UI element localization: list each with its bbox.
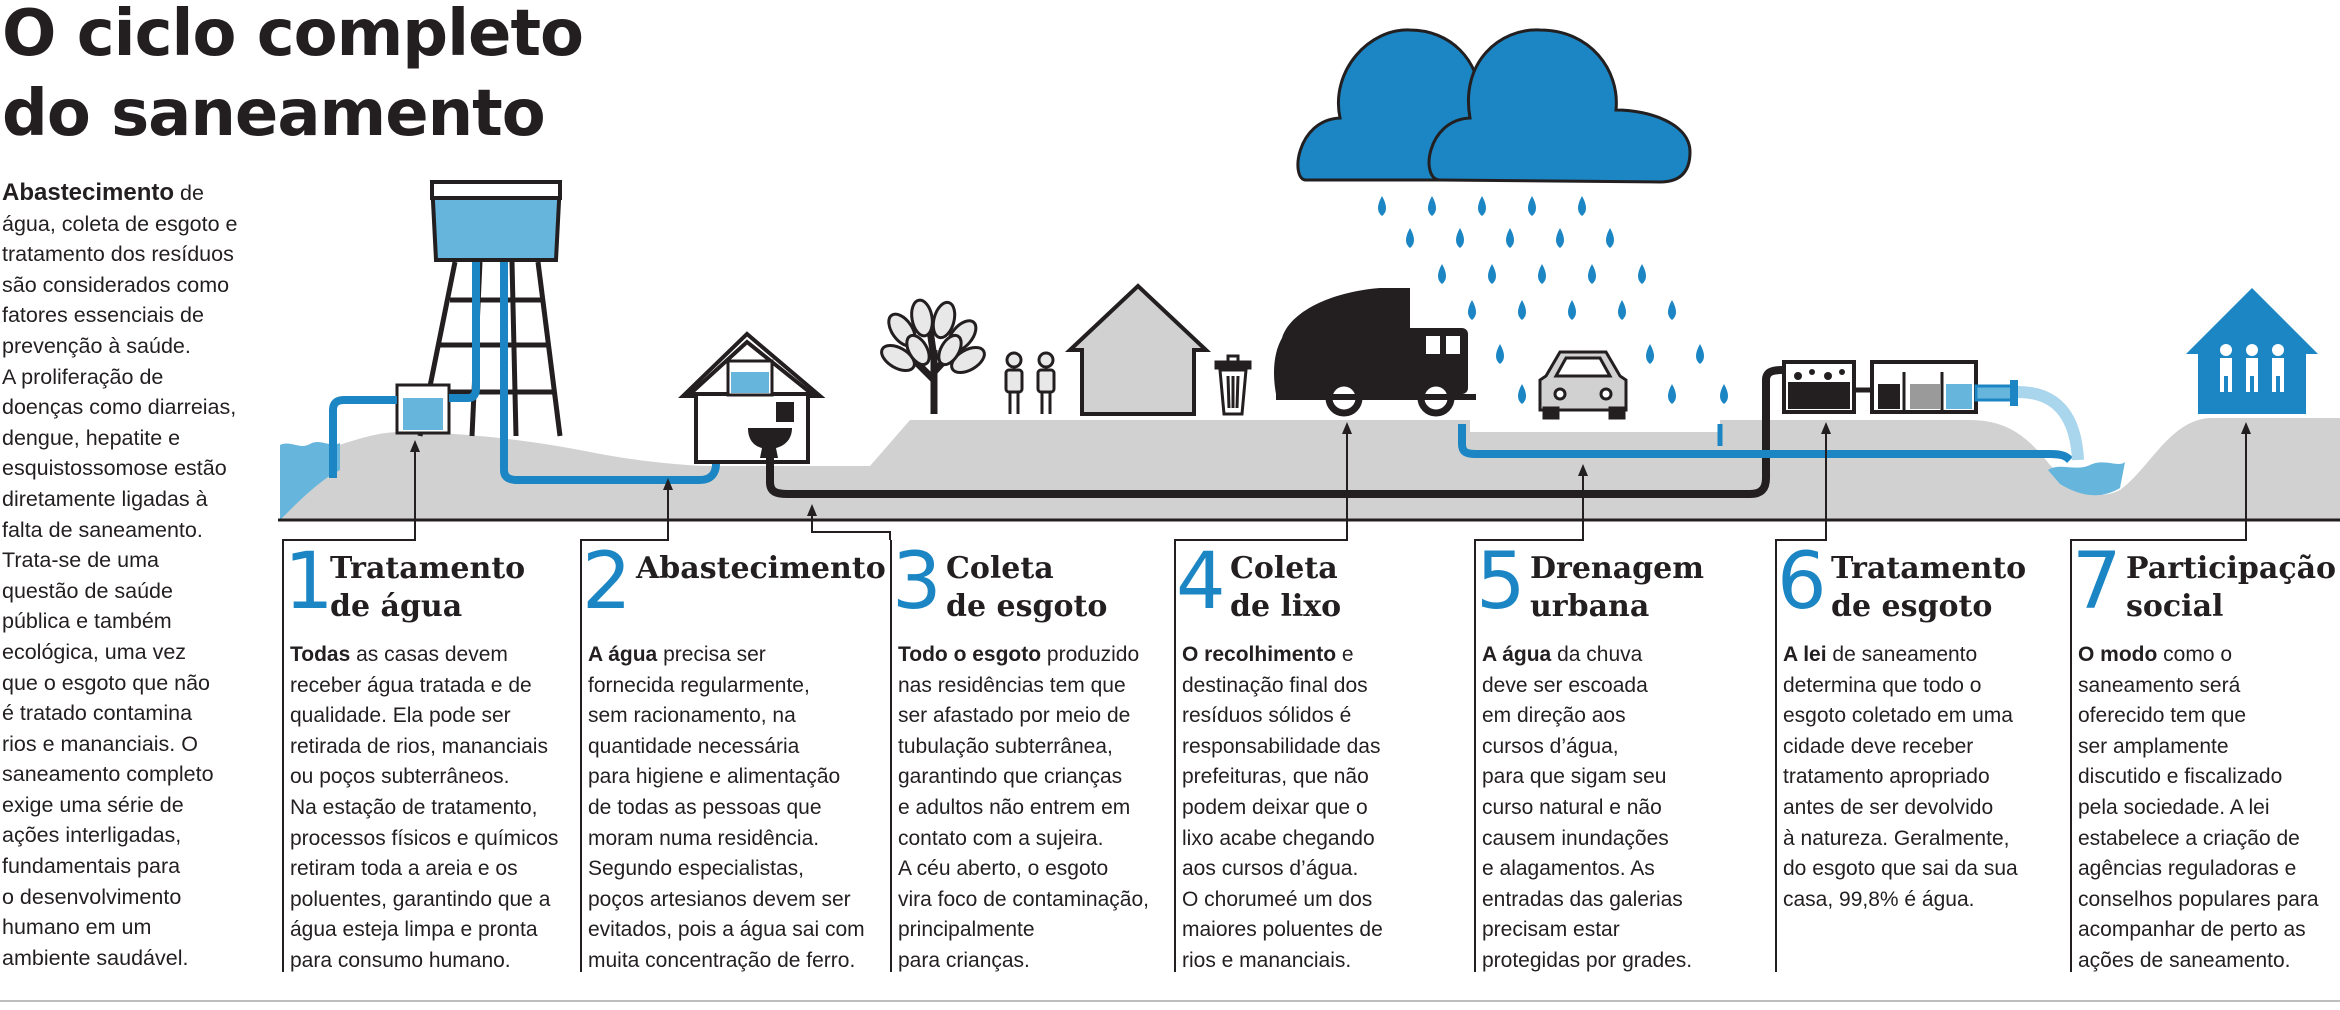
step-line: água esteja limpa e pronta — [290, 918, 538, 942]
title-line-2: do saneamento — [2, 77, 545, 151]
intro-line: falta de saneamento. — [2, 517, 203, 542]
step-title-line: Coleta — [1230, 551, 1338, 586]
step-line: responsabilidade das — [1182, 734, 1381, 758]
step-number: 7 — [2072, 537, 2122, 627]
step-line: protegidas por grades. — [1482, 948, 1693, 972]
step-line: e — [1336, 643, 1354, 666]
step-line: cursos d’água, — [1482, 734, 1619, 758]
tree-icon — [877, 299, 988, 414]
step-line: as casas devem — [350, 643, 508, 666]
step-title-line: de lixo — [1230, 589, 1342, 624]
step-line: e alagamentos. As — [1482, 857, 1655, 881]
step-text — [1482, 640, 1692, 977]
intro-line: questão de saúde — [2, 578, 173, 603]
step-title-line: Abastecimento — [636, 551, 886, 586]
step-line: da chuva — [1551, 643, 1643, 666]
step-line: de saneamento — [1826, 643, 1978, 666]
intro-line: de — [174, 181, 204, 205]
intro-line: rios e mananciais. O — [2, 731, 198, 756]
step-line: poluentes, garantindo que a — [290, 887, 551, 911]
step-title — [330, 550, 525, 626]
intro-line: A proliferação de — [2, 364, 164, 389]
step-line: oferecido tem que — [2078, 704, 2247, 728]
step-line: sem racionamento, na — [588, 704, 796, 728]
step-line: para que sigam seu — [1482, 765, 1667, 789]
step-title-line: social — [2126, 589, 2224, 624]
step-line: contato com a sujeira. — [898, 826, 1104, 850]
community-house-icon — [2186, 288, 2318, 414]
step-line: casa, 99,8% é água. — [1783, 887, 1975, 911]
intro-line: esquistossomose estão — [2, 456, 227, 481]
step-title-line: Drenagem — [1530, 551, 1704, 586]
step-line: esgoto coletado em uma — [1783, 704, 2013, 728]
step-line: fornecida regularmente, — [588, 673, 810, 697]
step-number: 3 — [892, 537, 942, 627]
garbage-truck-icon — [1274, 288, 1476, 413]
step-line: deve ser escoada — [1482, 673, 1648, 697]
intro-line: doenças como diarreias, — [2, 395, 237, 420]
step-line: retiram toda a areia e os — [290, 857, 518, 881]
house-icon — [683, 334, 820, 462]
step-1 — [282, 537, 580, 972]
step-5 — [1474, 537, 1772, 972]
step-line: ações de saneamento. — [2078, 948, 2291, 972]
step-line: determina que todo o — [1783, 673, 1982, 697]
step-line: em direção aos — [1482, 704, 1626, 728]
step-line: podem deixar que o — [1182, 795, 1368, 819]
step-line: Segundo especialistas, — [588, 857, 804, 881]
step-line: A céu aberto, o esgoto — [898, 857, 1109, 881]
step-line: tubulação subterrânea, — [898, 734, 1113, 758]
step-line: receber água tratada e de — [290, 673, 532, 697]
step-2 — [580, 537, 886, 972]
intro-line: ecológica, uma vez — [2, 639, 187, 664]
step-title — [1530, 550, 1704, 626]
step-title-line: de esgoto — [946, 589, 1108, 624]
intro-line: ambiente saudável. — [2, 945, 189, 970]
step-line: produzido — [1041, 643, 1140, 666]
step-line: rios e mananciais. — [1182, 948, 1352, 972]
people-icon — [1006, 353, 1054, 414]
step-title — [2126, 550, 2336, 626]
step-line: qualidade. Ela pode ser — [290, 704, 511, 728]
step-line: Na estação de tratamento, — [290, 795, 538, 819]
step-line: precisam estar — [1482, 918, 1620, 942]
step-3 — [890, 537, 1178, 972]
step-lead: A água — [1482, 643, 1552, 666]
step-text — [588, 640, 865, 977]
step-line: ou poços subterrâneos. — [290, 765, 510, 789]
step-line: destinação final dos — [1182, 673, 1368, 697]
intro-line: pública e também — [2, 609, 172, 634]
step-title-line: urbana — [1530, 589, 1650, 624]
step-title-line: de água — [330, 589, 463, 624]
intro-line: saneamento completo — [2, 762, 214, 787]
car-icon — [1540, 352, 1626, 418]
step-line: evitados, pois a água sai com — [588, 918, 865, 942]
step-title-line: de esgoto — [1831, 589, 1993, 624]
step-title — [946, 550, 1107, 626]
step-text — [1182, 640, 1383, 977]
intro-line: dengue, hepatite e — [2, 425, 181, 450]
house-outline-icon — [1070, 286, 1206, 414]
intro-line: humano em um — [2, 915, 152, 940]
step-line: acompanhar de perto as — [2078, 918, 2306, 942]
step-text — [290, 640, 558, 977]
step-number: 5 — [1476, 537, 1526, 627]
step-line: O chorumeé um dos — [1182, 887, 1373, 911]
step-lead: Todas — [290, 643, 351, 666]
intro-line: diretamente ligadas à — [2, 486, 208, 511]
intro-line: água, coleta de esgoto e — [2, 211, 238, 236]
step-line: prefeituras, que não — [1182, 765, 1369, 789]
step-line: moram numa residência. — [588, 826, 820, 850]
step-text — [2078, 640, 2319, 977]
step-line: cidade deve receber — [1783, 734, 1974, 758]
step-title — [1230, 550, 1341, 626]
intro-line: prevenção à saúde. — [2, 333, 191, 358]
step-line: muita concentração de ferro. — [588, 948, 856, 972]
step-line: discutido e fiscalizado — [2078, 765, 2283, 789]
step-title — [1831, 550, 2026, 626]
step-line: poços artesianos devem ser — [588, 887, 851, 911]
bottom-divider — [0, 1000, 2340, 1002]
step-line: estabelece a criação de — [2078, 826, 2300, 850]
step-line: curso natural e não — [1482, 795, 1662, 819]
step-line: tratamento apropriado — [1783, 765, 1990, 789]
ground — [280, 418, 2340, 520]
step-title-line: Tratamento — [330, 551, 526, 586]
step-line: quantidade necessária — [588, 734, 800, 758]
step-line: e adultos não entrem em — [898, 795, 1131, 819]
intro-line: exige uma série de — [2, 792, 184, 817]
step-line: lixo acabe chegando — [1182, 826, 1375, 850]
step-line: causem inundações — [1482, 826, 1669, 850]
step-line: saneamento será — [2078, 673, 2241, 697]
step-text — [898, 640, 1149, 977]
intro-line: é tratado contamina — [2, 701, 193, 726]
step-line: antes de ser devolvido — [1783, 795, 1994, 819]
step-number: 6 — [1777, 537, 1827, 627]
step-line: precisa ser — [657, 643, 766, 666]
step-4 — [1174, 537, 1472, 972]
step-line: conselhos populares para — [2078, 887, 2319, 911]
step-lead: Todo o esgoto — [898, 643, 1042, 666]
step-line: à natureza. Geralmente, — [1783, 826, 2010, 850]
intro-line: tratamento dos resíduos — [2, 242, 234, 267]
step-title-line: Coleta — [946, 551, 1054, 586]
step-lead: A lei — [1783, 643, 1827, 666]
step-line: aos cursos d’água. — [1182, 857, 1359, 881]
intro-line: o desenvolvimento — [2, 884, 182, 909]
step-title — [636, 550, 886, 588]
step-line: principalmente — [898, 918, 1035, 942]
step-line: de todas as pessoas que — [588, 795, 822, 819]
step-line: vira foco de contaminação, — [898, 887, 1149, 911]
step-line: processos físicos e químicos — [290, 826, 559, 850]
step-line: como o — [2157, 643, 2233, 666]
step-7 — [2070, 537, 2340, 972]
step-lead: O modo — [2078, 643, 2158, 666]
step-6 — [1775, 537, 2073, 972]
step-line: ser afastado por meio de — [898, 704, 1131, 728]
step-line: entradas das galerias — [1482, 887, 1683, 911]
intro-line: ações interligadas, — [2, 823, 182, 848]
step-line: ser amplamente — [2078, 734, 2229, 758]
intro-line: que o esgoto que não — [2, 670, 211, 695]
step-line: para higiene e alimentação — [588, 765, 841, 789]
step-line: pela sociedade. A lei — [2078, 795, 2270, 819]
step-lead: A água — [588, 643, 658, 666]
step-number: 4 — [1176, 537, 1226, 627]
intro-line: fatores essenciais de — [2, 303, 204, 328]
step-line: retirada de rios, mananciais — [290, 734, 548, 758]
step-line: para crianças. — [898, 948, 1030, 972]
step-line: nas residências tem que — [898, 673, 1126, 697]
intro-line: fundamentais para — [2, 854, 181, 879]
step-title-line: Participação — [2126, 551, 2337, 586]
intro-lead: Abastecimento — [2, 179, 175, 206]
title-line-1: O ciclo completo — [2, 0, 583, 71]
step-line: garantindo que crianças — [898, 765, 1123, 789]
intro-line: são considerados como — [2, 272, 230, 297]
step-lead: O recolhimento — [1182, 643, 1337, 666]
step-number: 2 — [582, 537, 632, 627]
step-line: maiores poluentes de — [1182, 918, 1383, 942]
step-line: para consumo humano. — [290, 948, 511, 972]
step-line: do esgoto que sai da sua — [1783, 857, 2018, 881]
step-line: agências reguladoras e — [2078, 857, 2297, 881]
trash-bin-icon — [1216, 356, 1250, 414]
step-line: resíduos sólidos é — [1182, 704, 1352, 728]
step-text — [1783, 640, 2018, 915]
step-number: 1 — [284, 537, 334, 627]
intro-line: Trata-se de uma — [2, 548, 159, 573]
step-title-line: Tratamento — [1831, 551, 2027, 586]
